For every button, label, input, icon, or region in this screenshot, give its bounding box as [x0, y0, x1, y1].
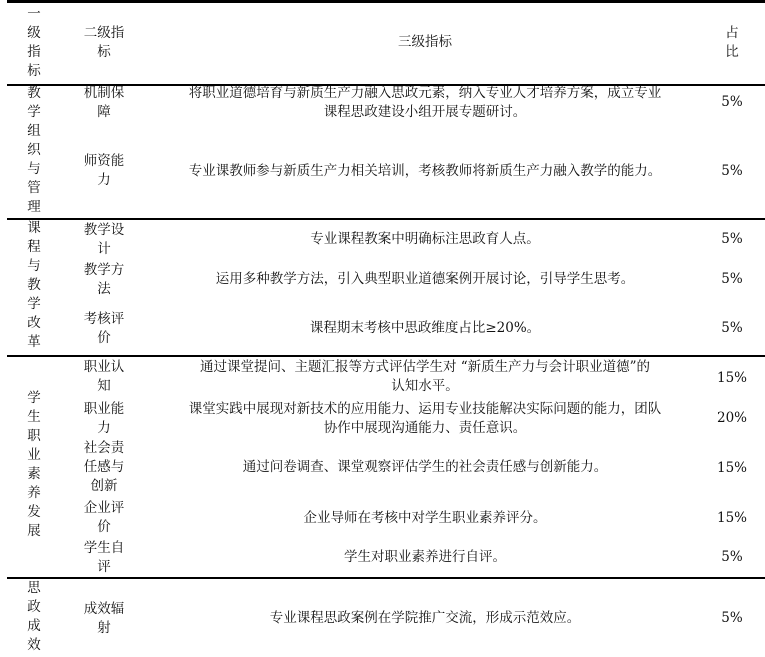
level2-label: 成效辐 射	[83, 601, 125, 636]
level3-description: 通过问卷调查、课堂观察评估学生的社会责任感与创新能力。	[242, 459, 608, 475]
header-percentage: 占 比	[725, 25, 739, 60]
percentage-value: 5%	[721, 94, 743, 110]
level3-description: 运用多种教学方法，引入典型职业道德案例开展讨论，引导学生思考。	[215, 271, 635, 287]
percentage-value: 5%	[721, 549, 743, 565]
level3-description: 课程期末考核中思政维度占比≥20%。	[309, 320, 541, 336]
group-divider-rule	[7, 355, 765, 357]
level2-label: 职业能 力	[83, 401, 125, 436]
level3-description: 课堂实践中展现对新技术的应用能力、运用专业技能解决实际问题的能力，团队 协作中展现沟通能力、责任意识。	[188, 401, 662, 436]
percentage-value: 15%	[716, 370, 747, 386]
level2-label: 考核评 价	[83, 311, 125, 346]
level2-label: 职业认 知	[83, 359, 125, 394]
level1-label: 学 生 职 业 素 养 发 展	[27, 390, 41, 539]
header-level2: 二级指 标	[83, 25, 125, 60]
level2-label: 社会责 任感与 创新	[83, 440, 125, 494]
level2-label: 师资能 力	[83, 153, 125, 188]
level3-description: 专业课程思政案例在学院推广交流，形成示范效应。	[269, 610, 581, 626]
group-divider-rule	[7, 577, 765, 579]
level2-label: 机制保 障	[83, 85, 125, 120]
level3-description: 将职业道德培育与新质生产力融入思政元素，纳入专业人才培养方案，成立专业 课程思政建设小组开展专题研讨。	[188, 85, 662, 120]
level1-label: 课 程 与 教 学 改 革	[27, 220, 41, 350]
level3-description: 学生对职业素养进行自评。	[344, 549, 506, 565]
level3-description: 企业导师在考核中对学生职业素养评分。	[303, 510, 547, 526]
header-level3: 三级指标	[398, 34, 452, 50]
level2-label: 学生自 评	[83, 540, 125, 575]
level3-description: 专业课程教案中明确标注思政育人点。	[310, 231, 540, 247]
level1-label: 教 学 组 织 与 管 理	[27, 85, 41, 215]
level1-label: 思 政 成 效	[27, 580, 41, 653]
percentage-value: 5%	[721, 271, 743, 287]
header-level1: 一 级 指 标	[27, 6, 41, 79]
level3-description: 通过课堂提问、主题汇报等方式评估学生对 “新质生产力与会计职业道德”的 认知水平。	[199, 359, 651, 394]
percentage-value: 5%	[721, 163, 743, 179]
percentage-value: 15%	[716, 510, 747, 526]
table-top-rule	[7, 0, 765, 3]
percentage-value: 5%	[721, 320, 743, 336]
percentage-value: 5%	[721, 610, 743, 626]
level2-label: 教学设 计	[83, 222, 125, 257]
percentage-value: 5%	[721, 231, 743, 247]
level2-label: 教学方 法	[83, 262, 125, 297]
group-divider-rule	[7, 218, 765, 220]
percentage-value: 15%	[716, 460, 747, 476]
percentage-value: 20%	[716, 410, 747, 426]
level3-description: 专业课教师参与新质生产力相关培训，考核教师将新质生产力融入教学的能力。	[188, 163, 662, 179]
level2-label: 企业评 价	[83, 500, 125, 535]
